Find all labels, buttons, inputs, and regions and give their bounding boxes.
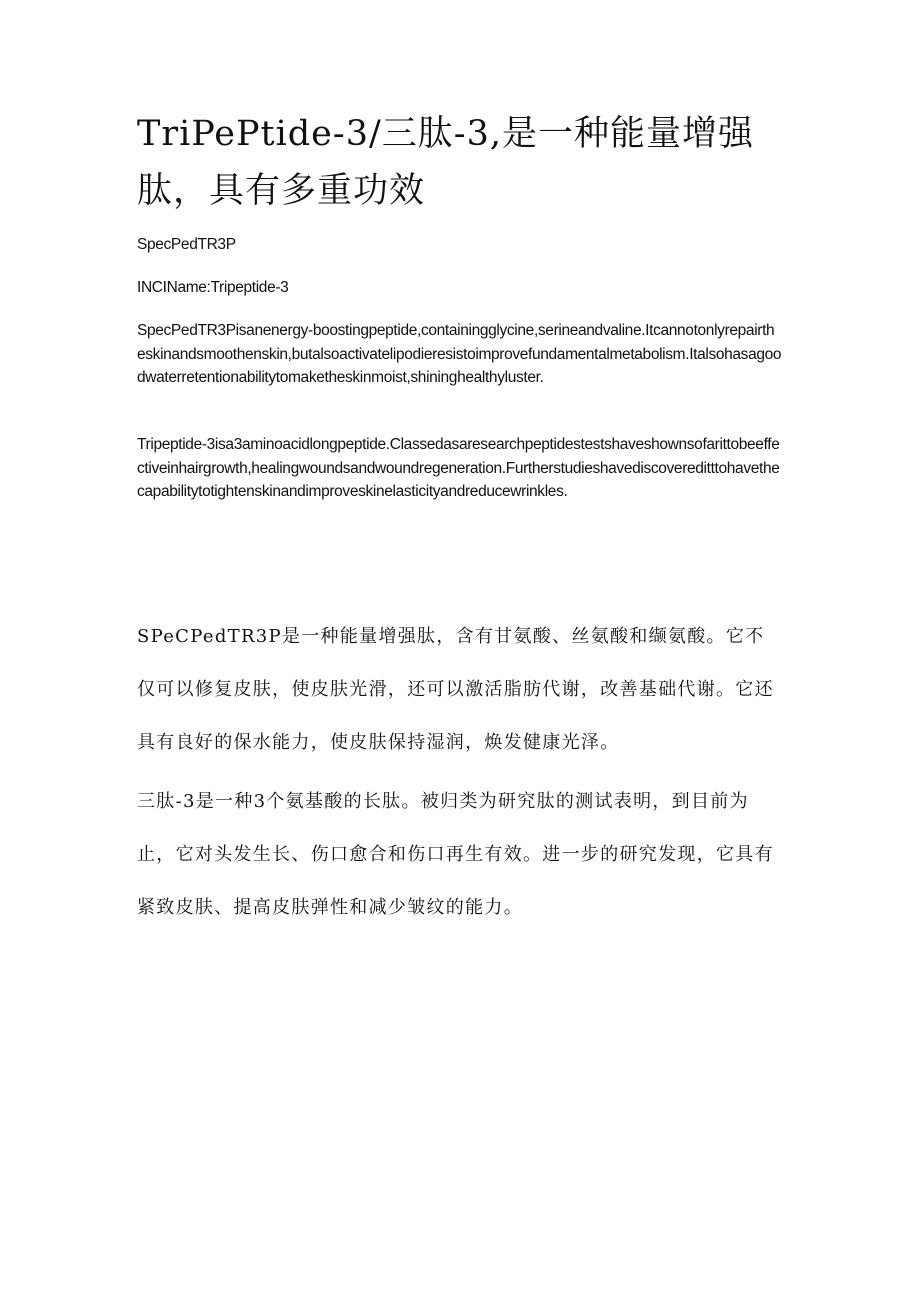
english-paragraph-research: Tripeptide-3isa3aminoacidlongpeptide.Classedasaresearchpeptidestestshaveshownsofarittobeeffectiveinhairgrowth,healingwoundsandwoundregeneration.Furtherstudieshavediscovereditttohavethecapabilitytotightenskinandimproveskinelasticityandreducewrinkles. (137, 436, 780, 500)
product-code: SpecPedTR3P (137, 236, 236, 253)
inci-name: INCIName:Tripeptide-3 (137, 279, 289, 296)
chinese-paragraph-research: 三肽-3是一种3个氨基酸的长肽。被归类为研究肽的测试表明，到目前为止，它对头发生长、伤口愈合和伤口再生有效。进一步的研究发现，它具有紧致皮肤、提高皮肤弹性和减少皱纹的能力。 (137, 791, 774, 918)
chinese-paragraph-description: SPeCPedTR3P是一种能量增强肽，含有甘氨酸、丝氨酸和缬氨酸。它不仅可以修复皮肤，使皮肤光滑，还可以激活脂肪代谢，改善基础代谢。它还具有良好的保水能力，使皮肤保持湿润，焕发健康光泽。 (137, 626, 774, 753)
document-title: TriPePtide-3/三肽-3,是一种能量增强肽，具有多重功效 (137, 114, 754, 211)
english-paragraph-description: SpecPedTR3Pisanenergy-boostingpeptide,containingglycine,serineandvaline.Itcannotonlyrepairtheskinandsmoothenskin,butalsoactivatelipodieresistoimprovefundamentalmetabolism.Italsohasagoodwaterretentionabilitytomaketheskinmoist,shininghealthyluster. (137, 322, 782, 386)
